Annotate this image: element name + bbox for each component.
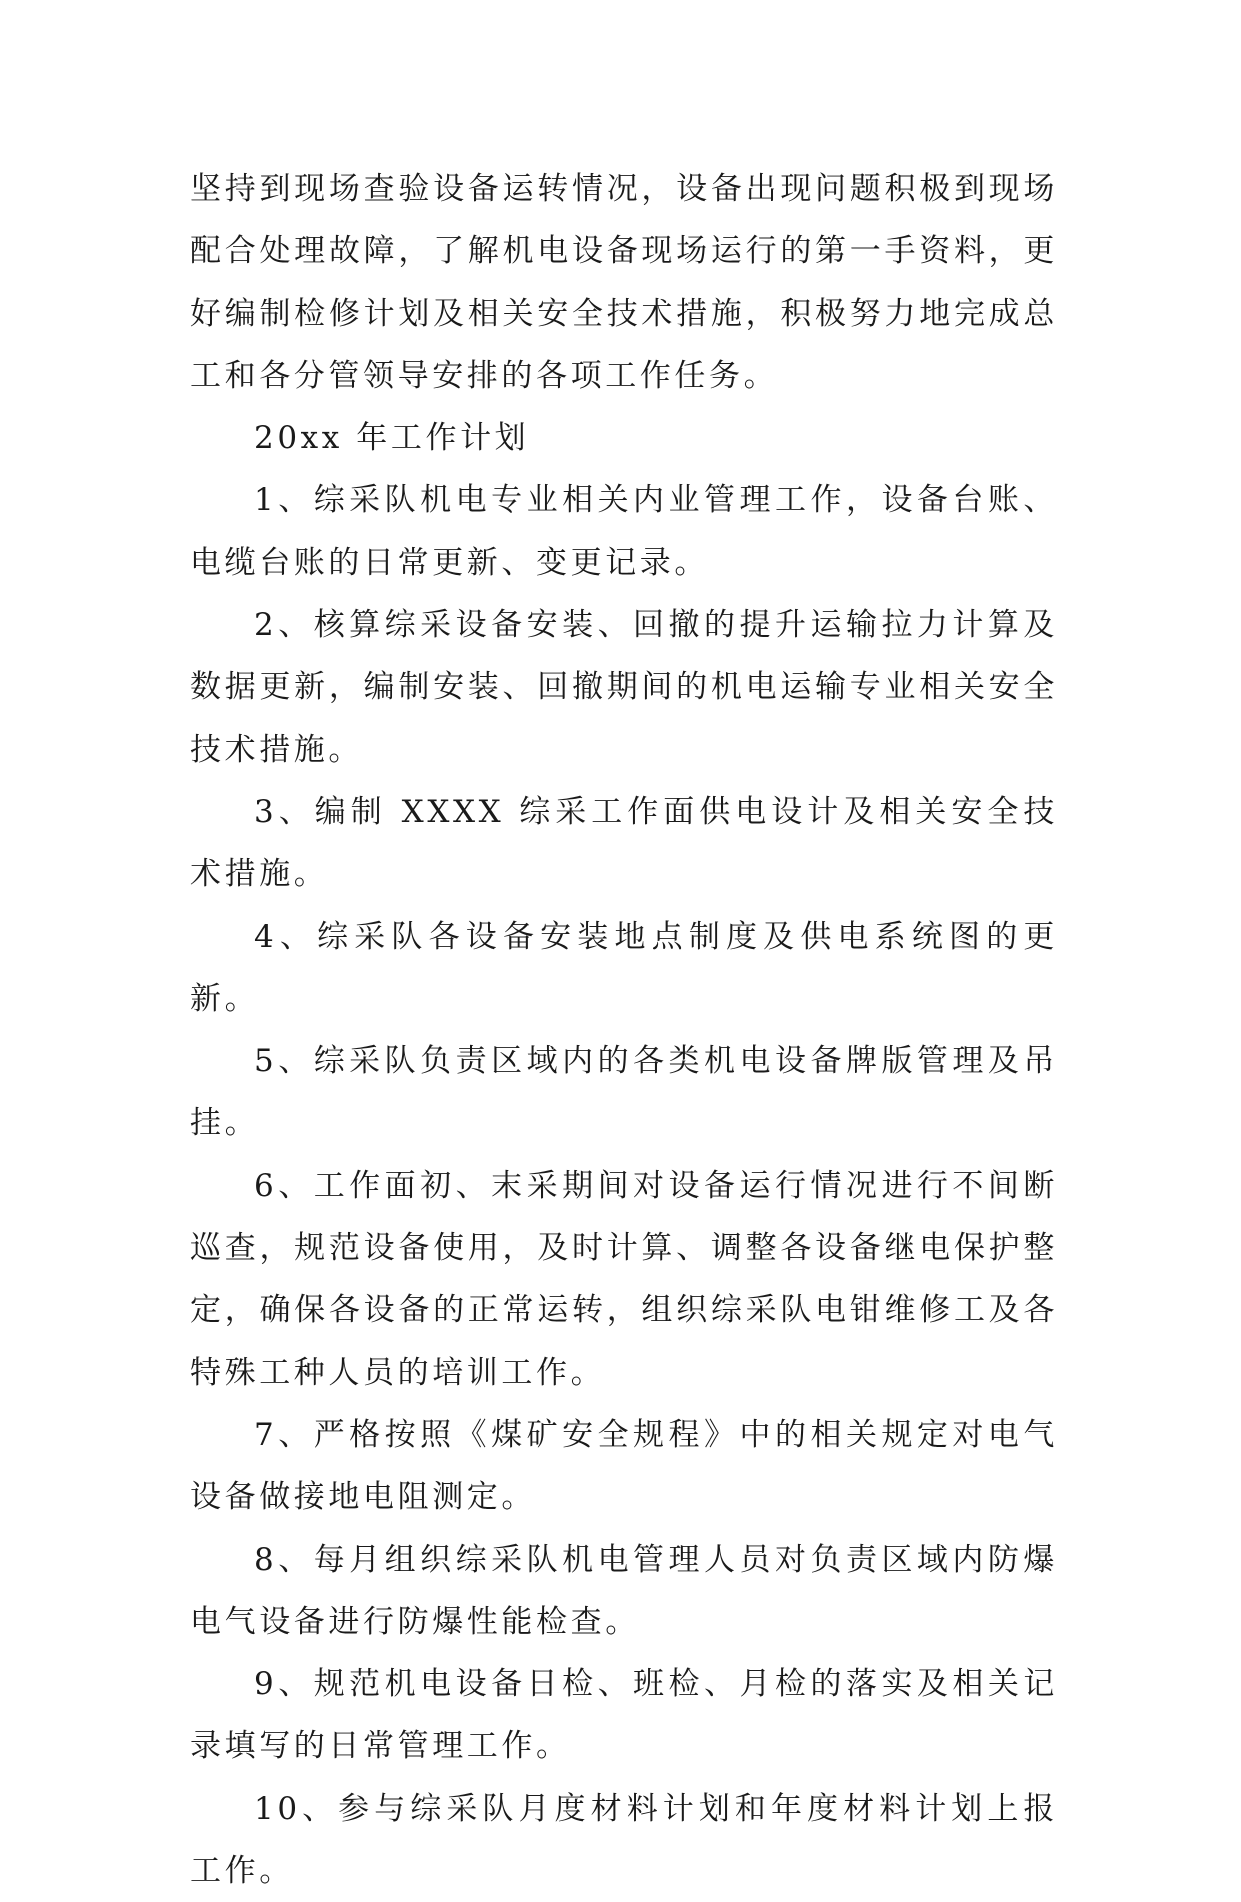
- plan-item-2: 2、核算综采设备安装、回撤的提升运输拉力计算及数据更新，编制安装、回撤期间的机电运输专业相关安全技术措施。: [190, 607, 1058, 768]
- plan-item-4: 4、综采队各设备安装地点制度及供电系统图的更新。: [190, 918, 1058, 1017]
- section-heading-work-plan: 20xx 年工作计划: [254, 420, 530, 457]
- paragraph-work-summary: 坚持到现场查验设备运转情况，设备出现问题积极到现场配合处理故障，了解机电设备现场运行的第一手资料，更好编制检修计划及相关安全技术措施，积极努力地完成总工和各分管领导安排的各项工作任务。: [190, 171, 1058, 394]
- plan-item-5: 5、综采队负责区域内的各类机电设备牌版管理及吊挂。: [190, 1043, 1058, 1142]
- plan-item-6: 6、工作面初、末采期间对设备运行情况进行不间断巡查，规范设备使用，及时计算、调整各设备继电保护整定，确保各设备的正常运转，组织综采队电钳维修工及各特殊工种人员的培训工作。: [190, 1167, 1058, 1391]
- plan-item-9: 9、规范机电设备日检、班检、月检的落实及相关记录填写的日常管理工作。: [190, 1666, 1058, 1765]
- document-body: [190, 158, 1058, 1902]
- plan-item-8: 8、每月组织综采队机电管理人员对负责区域内防爆电气设备进行防爆性能检查。: [190, 1541, 1058, 1640]
- plan-item-10: 10、参与综采队月度材料计划和年度材料计划上报工作。: [190, 1790, 1058, 1890]
- plan-item-1: 1、综采队机电专业相关内业管理工作，设备台账、电缆台账的日常更新、变更记录。: [190, 482, 1058, 581]
- plan-item-3: 3、编制 XXXX 综采工作面供电设计及相关安全技术措施。: [190, 793, 1058, 893]
- plan-item-7: 7、严格按照《煤矿安全规程》中的相关规定对电气设备做接地电阻测定。: [190, 1416, 1058, 1516]
